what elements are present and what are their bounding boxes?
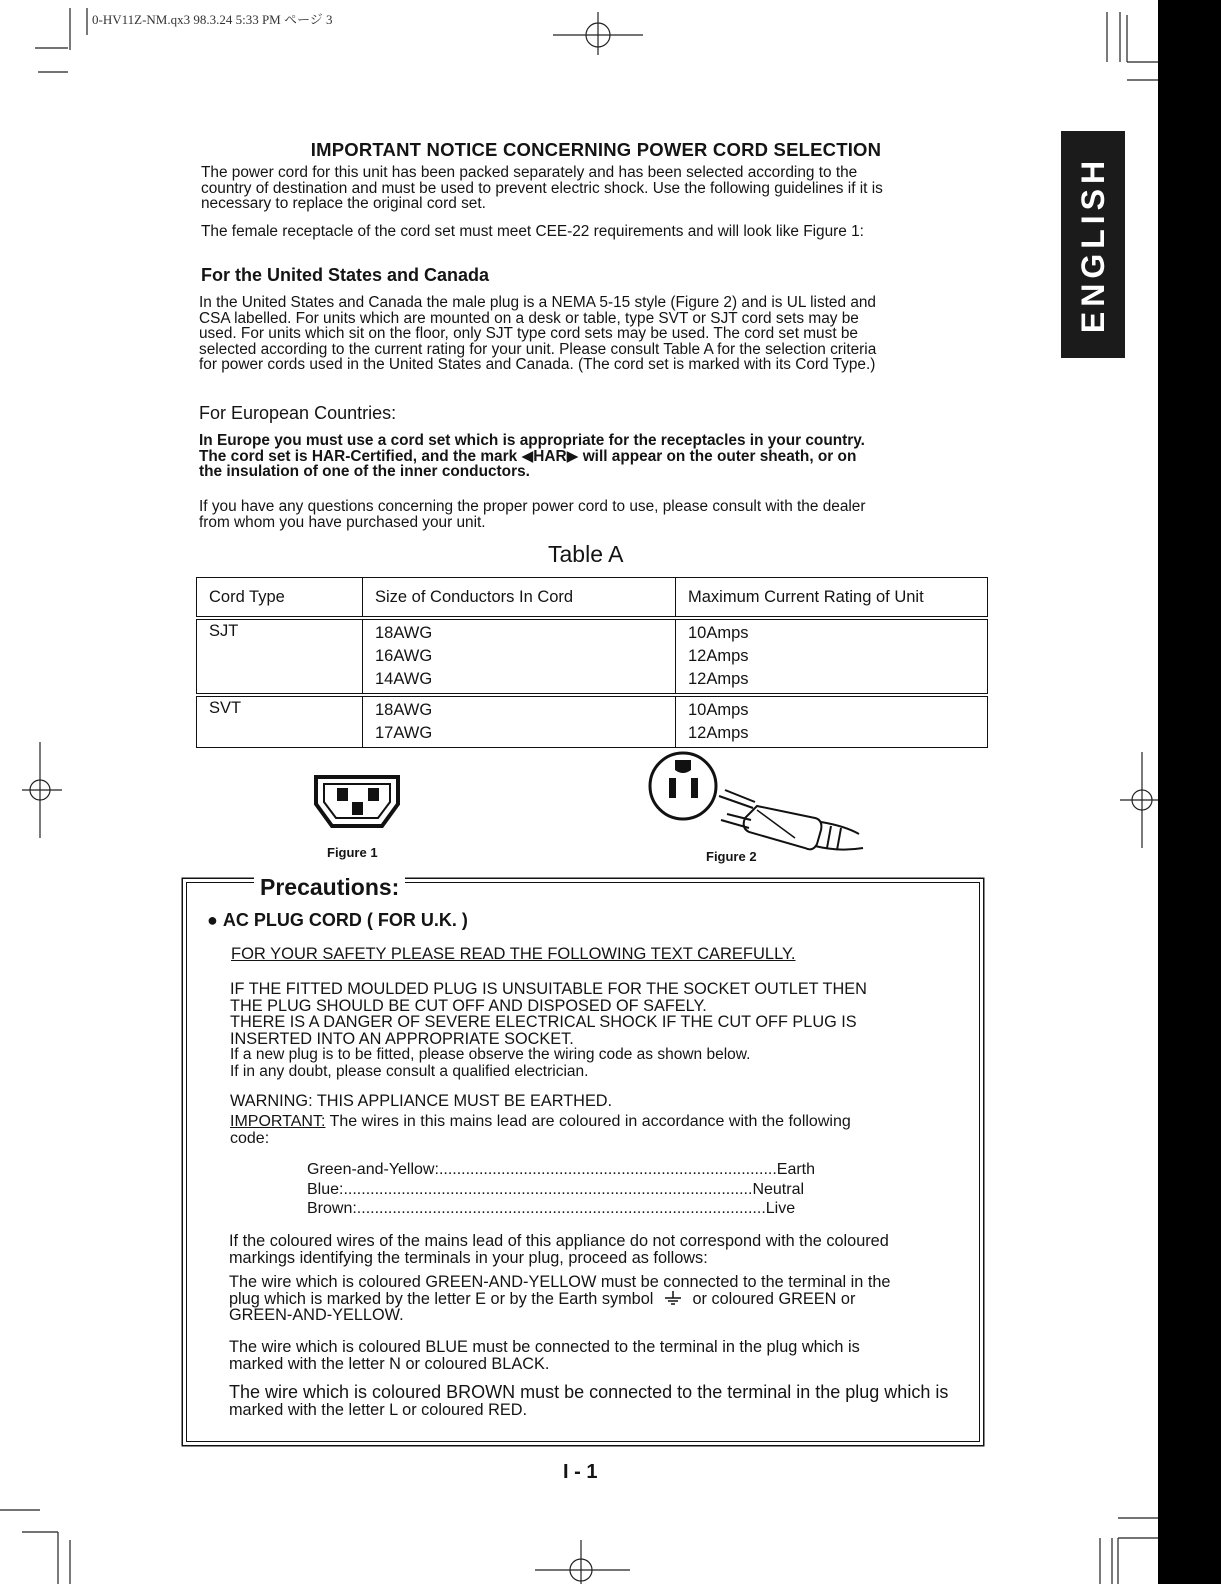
table-header-cell: Cord Type: [197, 578, 363, 619]
us-canada-line: for power cords used in the United States and Canada. (The cord set is marked with its Cord Type.): [199, 356, 876, 373]
europe-line: The cord set is HAR-Certified, and the mark ◀HAR▶ will appear on the outer sheath, or on: [199, 447, 857, 465]
cee22-receptacle-icon: [310, 772, 405, 832]
current-rating-cell: [676, 695, 988, 748]
safety-notice: FOR YOUR SAFETY PLEASE READ THE FOLLOWING TEXT CAREFULLY.: [231, 945, 796, 963]
cord-table: [196, 577, 988, 748]
table-header-cell: Maximum Current Rating of Unit: [676, 578, 988, 619]
ac-plug-subtitle: [207, 910, 468, 931]
wire-name: Green-and-Yellow:: [307, 1161, 439, 1178]
plug-warning-block: [230, 981, 960, 1081]
intro-line: country of destination and must be used to prevent electric shock. Use the following guidelines if it is: [201, 179, 883, 197]
green-yellow-line: The wire which is coloured GREEN-AND-YELLOW must be connected to the terminal in the: [229, 1273, 891, 1291]
blue-wire-paragraph: [229, 1339, 969, 1372]
size-value: 16AWG: [375, 647, 433, 665]
important-text: The wires in this mains lead are coloured in accordance with the following: [325, 1113, 851, 1130]
print-header: 0-HV11Z-NM.qx3 98.3.24 5:33 PM ページ 3: [92, 12, 333, 27]
questions-line: If you have any questions concerning the proper power cord to use, please consult with the dealer: [199, 498, 866, 515]
precautions-title-text: Precautions:: [254, 874, 405, 900]
dot-leader: ............................................................................................: [356, 1200, 766, 1217]
europe-text: [199, 433, 999, 480]
green-yellow-line: plug which is marked by the letter E or by the Earth symbol: [229, 1289, 654, 1308]
nema-plug-icon: [645, 748, 870, 858]
europe-line: In Europe you must use a cord set which is appropriate for the receptacles in your country.: [199, 432, 865, 449]
europe-heading: For European Countries:: [199, 403, 397, 423]
rating-value: 12Amps: [688, 670, 749, 688]
plug-warning-line: If in any doubt, please consult a qualified electrician.: [230, 1062, 589, 1080]
wiring-code-list: [307, 1160, 816, 1219]
intro-receptacle: The female receptacle of the cord set must meet CEE-22 requirements and will look like Figure 1:: [201, 222, 864, 240]
plug-warning-line: THE PLUG SHOULD BE CUT OFF AND DISPOSED OF SAFELY.: [230, 996, 707, 1015]
precautions-title: [254, 874, 405, 901]
important-note: [230, 1114, 960, 1147]
europe-line: the insulation of one of the inner conductors.: [199, 463, 530, 480]
brown-wire-line: The wire which is coloured BROWN must be connected to the terminal in the plug which is: [229, 1382, 949, 1402]
dot-leader: ............................................................................: [438, 1161, 777, 1178]
figure-2-caption: Figure 2: [706, 849, 757, 864]
intro-section: [201, 165, 1001, 239]
table-header-cell: Size of Conductors In Cord: [363, 578, 676, 619]
plug-warning-line: THERE IS A DANGER OF SEVERE ELECTRICAL SHOCK IF THE CUT OFF PLUG IS: [230, 1013, 857, 1032]
table-header-row: [197, 578, 988, 619]
us-canada-text: [199, 295, 999, 373]
cord-type-cell: SJT: [197, 618, 363, 695]
earth-symbol-icon: [664, 1291, 682, 1307]
green-yellow-line: or coloured GREEN or: [692, 1289, 856, 1308]
plug-warning-line: INSERTED INTO AN APPROPRIATE SOCKET.: [230, 1029, 574, 1048]
bullet-icon: ●: [207, 910, 223, 930]
blue-wire-line: marked with the letter N or coloured BLACK.: [229, 1354, 550, 1373]
rating-value: 10Amps: [688, 624, 749, 642]
table-caption: Table A: [548, 541, 624, 567]
us-canada-heading: For the United States and Canada: [201, 265, 490, 285]
page-number: I - 1: [563, 1461, 598, 1483]
language-tab-label: ENGLISH: [1074, 155, 1111, 334]
mismatch-line: markings identifying the terminals in your plug, proceed as follows:: [229, 1248, 708, 1267]
dot-leader: ............................................................................................: [343, 1180, 753, 1198]
brown-wire-paragraph: [229, 1383, 969, 1419]
green-yellow-line: GREEN-AND-YELLOW.: [229, 1306, 404, 1325]
figure-1-caption: Figure 1: [327, 845, 378, 860]
mismatch-line: If the coloured wires of the mains lead of this appliance do not correspond with the coloured: [229, 1232, 889, 1250]
important-continuation: code:: [230, 1129, 270, 1147]
page-title: IMPORTANT NOTICE CONCERNING POWER CORD SELECTION: [310, 139, 882, 160]
wire-value: Earth: [776, 1161, 816, 1178]
conductor-size-cell: [363, 695, 676, 748]
table-row: [197, 695, 988, 748]
size-value: 14AWG: [375, 670, 433, 688]
rating-value: 12Amps: [688, 724, 749, 742]
wire-row: [307, 1199, 796, 1219]
cord-table-wrap: [196, 577, 988, 748]
us-canada-line: In the United States and Canada the male plug is a NEMA 5-15 style (Figure 2) and is UL listed and: [199, 294, 876, 311]
wire-row: [307, 1180, 805, 1200]
size-value: 18AWG: [375, 701, 433, 719]
us-canada-line: CSA labelled. For units which are mounted on a desk or table, type SVT or SJT cord sets may be: [199, 309, 859, 327]
ac-plug-subtitle-text: AC PLUG CORD ( FOR U.K. ): [222, 910, 468, 930]
blue-wire-line: The wire which is coloured BLUE must be connected to the terminal in the plug which is: [229, 1338, 860, 1356]
questions-line: from whom you have purchased your unit.: [199, 513, 486, 531]
plug-warning-line: If a new plug is to be fitted, please observe the wiring code as shown below.: [230, 1046, 751, 1064]
page-edge-bar: [1158, 0, 1221, 1584]
cord-type-cell: SVT: [197, 695, 363, 748]
brown-wire-line: marked with the letter L or coloured RED.: [229, 1401, 528, 1419]
plug-warning-line: IF THE FITTED MOULDED PLUG IS UNSUITABLE FOR THE SOCKET OUTLET THEN: [230, 980, 867, 998]
conductor-size-cell: [363, 618, 676, 695]
wire-value: Neutral: [752, 1180, 805, 1198]
mismatch-paragraph: [229, 1233, 969, 1266]
green-yellow-paragraph: [229, 1274, 969, 1324]
wire-name: Blue:: [307, 1180, 344, 1198]
size-value: 18AWG: [375, 624, 433, 642]
intro-line: necessary to replace the original cord set.: [201, 195, 486, 212]
us-canada-line: used. For units which sit on the floor, only SJT type cord sets may be used. The cord set must be: [199, 325, 858, 342]
rating-value: 12Amps: [688, 647, 749, 665]
rating-value: 10Amps: [688, 701, 749, 719]
current-rating-cell: [676, 618, 988, 695]
intro-line: The power cord for this unit has been packed separately and has been selected according to the: [201, 164, 858, 181]
earthed-warning: WARNING: THIS APPLIANCE MUST BE EARTHED.: [230, 1092, 613, 1110]
us-canada-line: selected according to the current rating for your unit. Please consult Table A for the selection criteria: [199, 340, 877, 358]
table-row: [197, 618, 988, 695]
wire-value: Live: [765, 1200, 796, 1217]
questions-text: [199, 499, 999, 530]
size-value: 17AWG: [375, 724, 433, 742]
wire-name: Brown:: [307, 1200, 357, 1217]
important-label: IMPORTANT:: [230, 1113, 326, 1130]
wire-row: [307, 1160, 816, 1180]
